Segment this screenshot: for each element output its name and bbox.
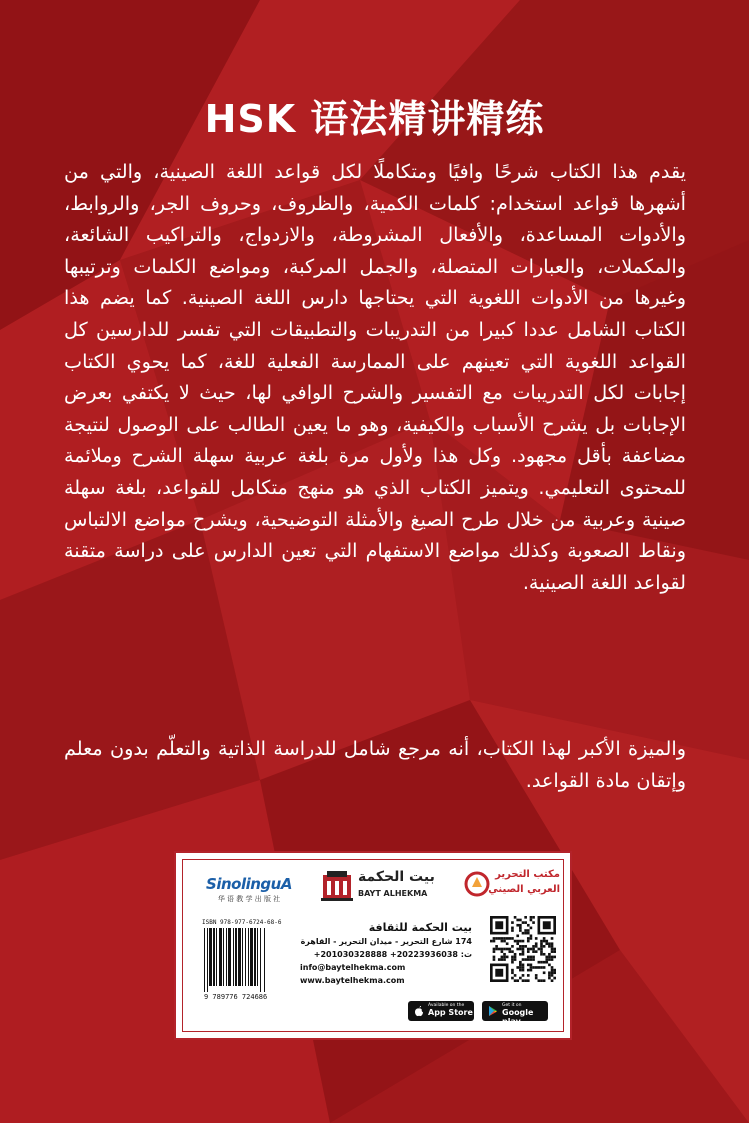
- tahrir-line-1: مكتب التحرير: [495, 869, 560, 880]
- bayt-arabic-name: بيت الحكمة: [358, 869, 435, 885]
- publisher-contact: [300, 921, 472, 987]
- apple-icon: [413, 1005, 425, 1017]
- google-play-badge[interactable]: [482, 1001, 548, 1026]
- isbn-digits: 9 789776 724686: [204, 993, 268, 1001]
- book-title: HSK 语法精讲精练: [204, 97, 545, 141]
- sinolingua-subtitle: 华 语 教 学 出 版 社: [217, 895, 281, 903]
- isbn-text: ISBN 978-977-6724-68-6: [202, 919, 282, 926]
- tahrir-line-2: العربي الصيني: [488, 884, 560, 895]
- tahrir-emblem-icon: [464, 871, 490, 897]
- description-paragraph-2: والميزة الأكبر لهذا الكتاب، أنه مرجع شامل للدراسة الذاتية والتعلّم بدون معلم وإتقان مادة القواعد.: [64, 737, 686, 792]
- publisher-website[interactable]: www.baytelhekma.com: [300, 976, 405, 985]
- app-store-badge[interactable]: [408, 1001, 474, 1021]
- isbn-barcode: [202, 928, 294, 992]
- google-play-small: Get it on: [502, 1003, 522, 1008]
- description-paragraph-1: يقدم هذا الكتاب شرحًا وافيًا ومتكاملًا لكل قواعد اللغة الصينية، والتي من أشهرها قواعد استخدام: كلمات الكمية، والظروف، وحروف الجر، والروابط، والأدوات المساعدة، والأفعال المشروطة، والازدواج، والتراكيب الشائعة، والمكملات، والعبارات المتصلة، والجمل المركبة، ومواضع الكلمات وترتيبها وغيرها من الأدوات اللغوية التي يحتاجها دارس اللغة الصينية. كما يضم هذا الكتاب الشامل عددا كبيرا من التدريبات والتطبيقات التي تفسر للدارسين كل القواعد اللغوية التي تعينهم على الممارسة الفعلية للغة، كما يحوي الكتاب إجابات لكل التدريبات مع التفسير والشرح الوافي لها، حيث لا يكتفي بعرض الإجابات بل يشرح الأسباب والكيفية، وهو ما يعين الطالب على الوصول لنتيجة مضاعفة بأقل مجهود. وكل هذا ولأول مرة بلغة عربية سهلة الشرح وملائمة للمحتوى التعليمي. ويتميز الكتاب الذي هو منهج متكامل للقواعد، بلغة سهلة صينية وعربية من خلال طرح الصيغ والأمثلة التوضيحية، ويشرح مواضع الالتباس ونقاط الصعوبة وكذلك مواضع الاستفهام التي تعين الدارس على دراسة متقنة لقواعد اللغة الصينية.: [64, 160, 686, 594]
- app-store-label: App Store: [428, 1008, 473, 1017]
- bayt-building-icon: [320, 869, 354, 903]
- tahrir-office-logo: [464, 867, 560, 907]
- publisher-email[interactable]: info@baytelhekma.com: [300, 963, 406, 972]
- app-store-small: Available on the: [428, 1003, 465, 1008]
- publisher-name: بيت الحكمة للثقافة: [368, 921, 472, 934]
- publisher-address: 174 شارع التحرير - ميدان التحرير - القاهرة: [300, 937, 472, 946]
- google-play-label: Google play: [502, 1008, 534, 1026]
- bayt-alhekma-logo: [316, 867, 446, 905]
- bayt-english-name: BAYT ALHEKMA: [358, 889, 428, 898]
- sinolingua-name: SinolinguA: [206, 875, 292, 893]
- sinolingua-logo: [204, 875, 294, 904]
- publisher-panel: [174, 851, 572, 1040]
- qr-code[interactable]: [490, 916, 556, 982]
- google-play-icon: [487, 1005, 499, 1017]
- publisher-phone: ت: 20223936038+ 201030328888+: [313, 950, 472, 959]
